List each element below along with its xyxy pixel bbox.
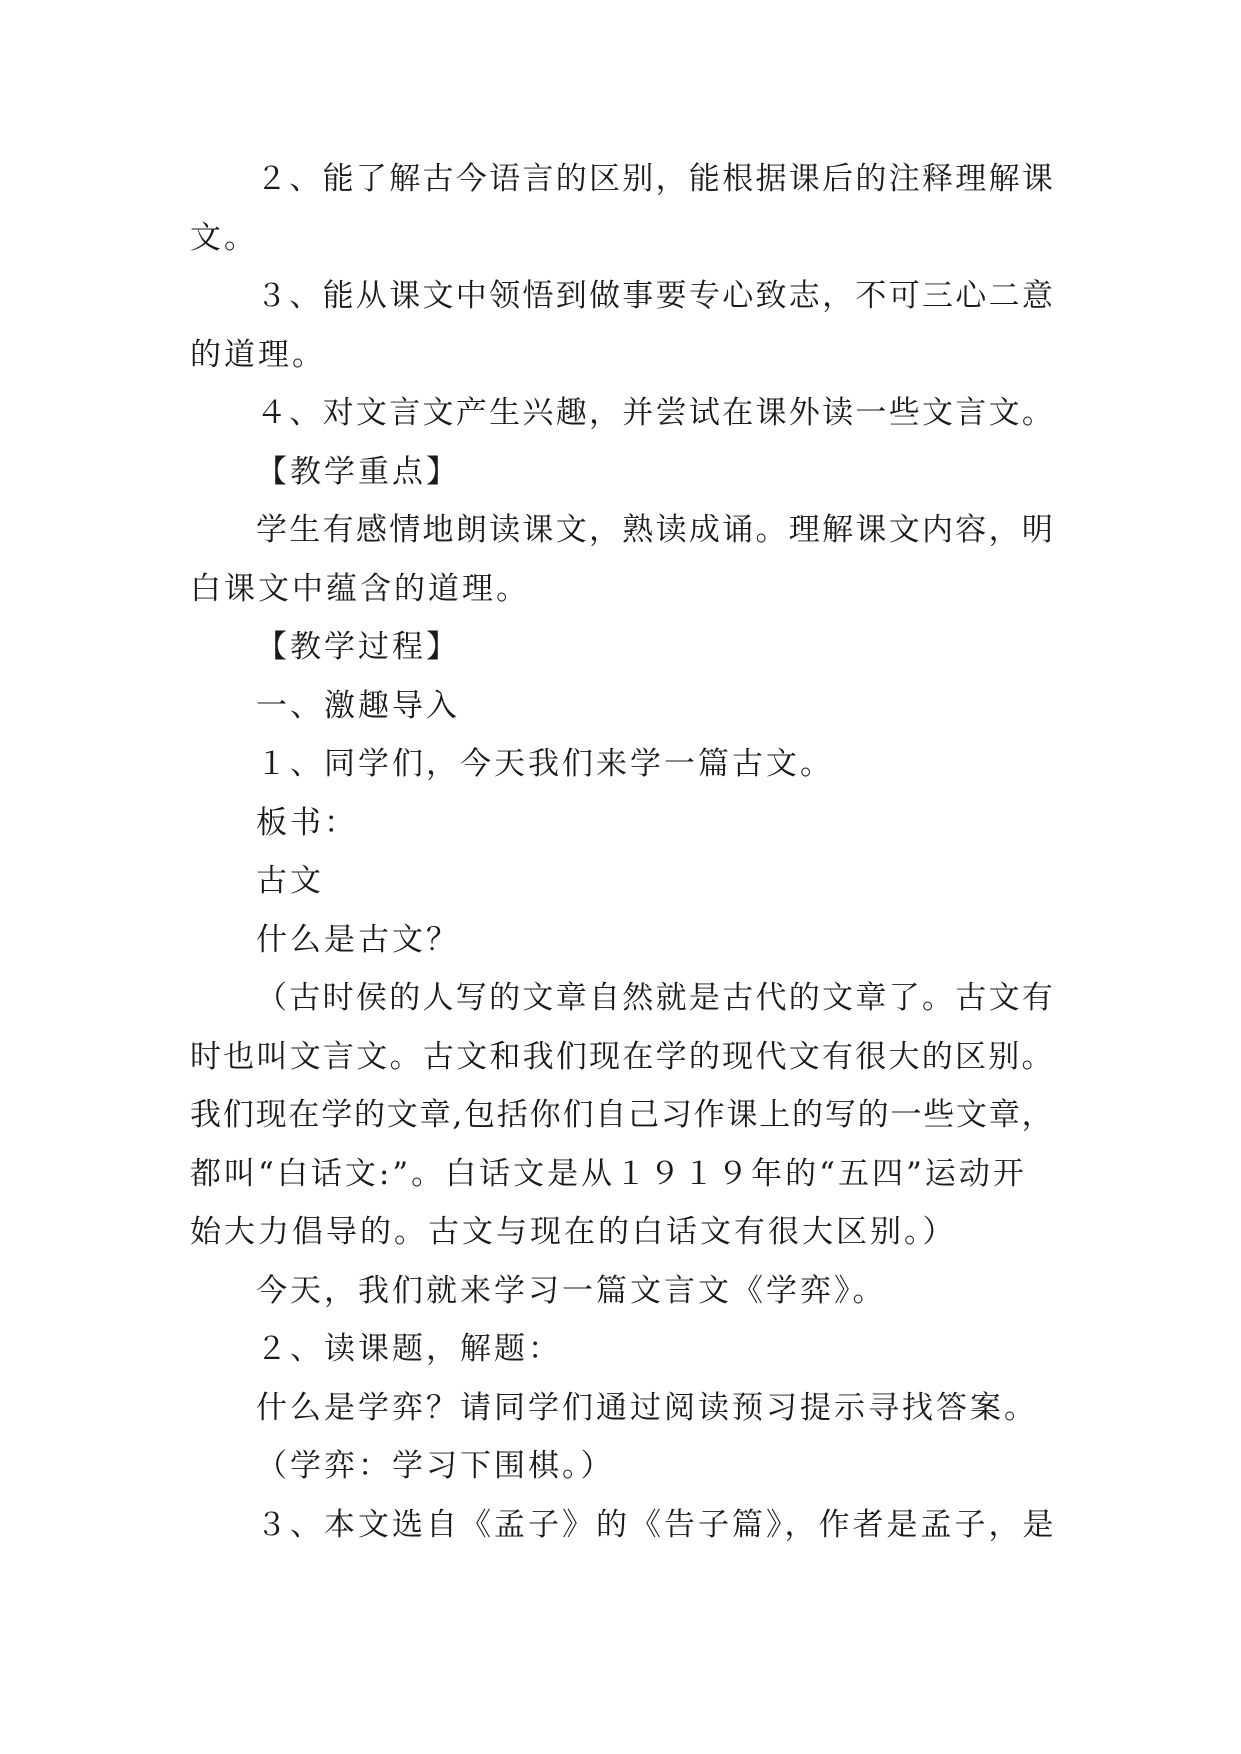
text-line: 什么是古文？: [256, 921, 460, 958]
section-heading: 【教学过程】: [256, 629, 460, 665]
text-line: （学弈：学习下围棋。）: [256, 1448, 615, 1484]
text-line: 学生有感情地朗读课文，熟读成诵。理解课文内容，明: [256, 512, 1056, 548]
text-line: 白课文中蕴含的道理。: [190, 570, 530, 607]
section-heading: 【教学重点】: [256, 453, 460, 490]
text-line: ２、能了解古今语言的区别，能根据课后的注释理解课: [256, 161, 1056, 197]
text-line: 什么是学弈？请同学们通过阅读预习提示寻找答案。: [256, 1389, 1038, 1426]
text-line: 都叫“白话文:”。白话文是从１９１９年的“五四”运动开: [190, 1155, 1027, 1192]
text-line: ３、本文选自《孟子》的《告子篇》，作者是孟子，是: [256, 1506, 1057, 1543]
text-line: 时也叫文言文。古文和我们现在学的现代文有很大的区别。: [190, 1038, 1055, 1075]
text-line: 板书：: [256, 804, 358, 841]
text-line: １、同学们，今天我们来学一篇古文。: [256, 746, 834, 782]
text-line: （古时侯的人写的文章自然就是古代的文章了。古文有: [256, 980, 1056, 1016]
text-line: 始大力倡导的。古文与现在的白话文有很大区别。）: [190, 1214, 957, 1250]
text-line: 今天，我们就来学习一篇文言文《学弈》。: [256, 1272, 887, 1309]
text-line: 古文: [256, 863, 324, 899]
text-line: ２、读课题，解题：: [256, 1331, 562, 1367]
text-line: 的道理。: [190, 336, 326, 373]
subsection-heading: 一、激趣导入: [256, 687, 460, 724]
document-body: [190, 150, 1060, 1554]
text-line: 文。: [190, 219, 258, 256]
text-line: 我们现在学的文章,包括你们自己习作课上的写的一些文章，: [190, 1097, 1055, 1133]
text-line: ４、对文言文产生兴趣，并尝试在课外读一些文言文。: [256, 395, 1056, 431]
text-line: ３、能从课文中领悟到做事要专心致志，不可三心二意: [256, 278, 1056, 314]
